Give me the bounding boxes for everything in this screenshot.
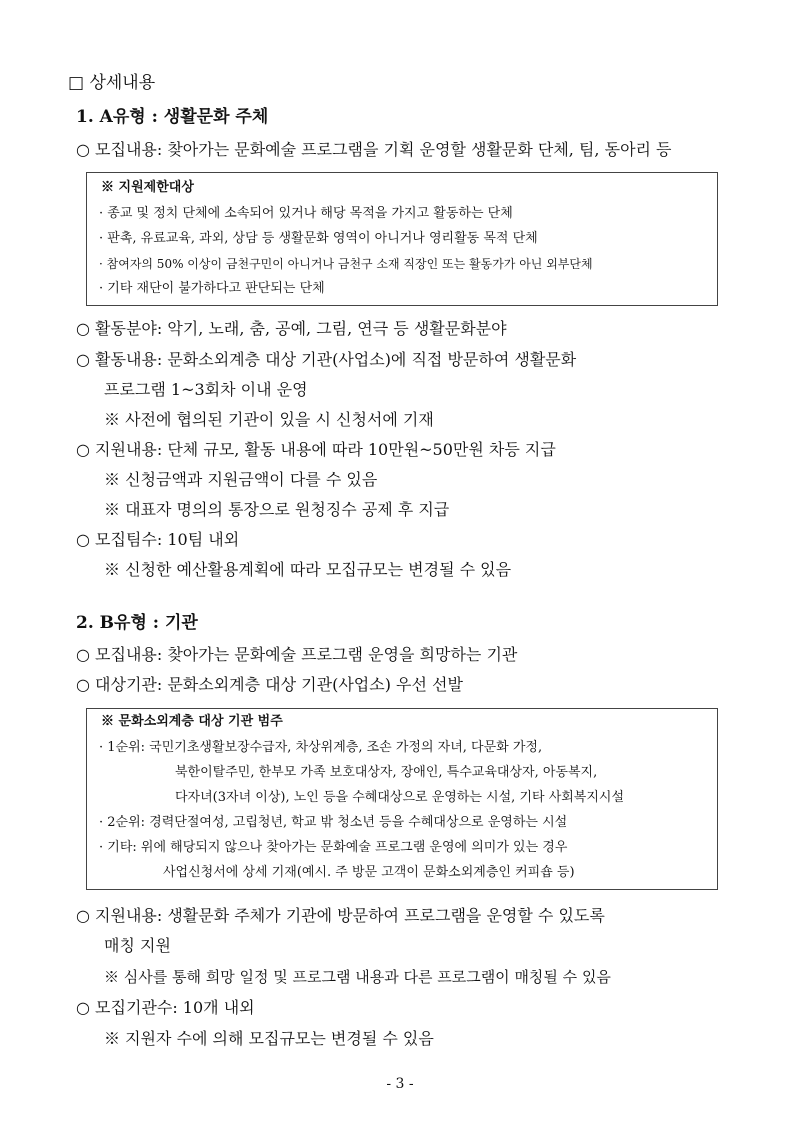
page-number: - 3 - bbox=[386, 1076, 414, 1092]
type-a-support-note: ※ 대표자 명의의 통장으로 원청징수 공제 후 지급 bbox=[104, 500, 450, 519]
type-b-support-cont: 매칭 지원 bbox=[104, 936, 171, 955]
restriction-item: · 판촉, 유료교육, 과외, 상담 등 생활문화 영역이 아니거나 영리활동 목적 단체 bbox=[99, 231, 538, 246]
type-b-heading: 2. B유형 : 기관 bbox=[76, 613, 198, 633]
category-box bbox=[86, 708, 718, 890]
type-b-support: ○ 지원내용: 생활문화 주체가 기관에 방문하여 프로그램을 운영할 수 있도록 bbox=[76, 906, 605, 925]
category-line: 다자녀(3자녀 이상), 노인 등을 수혜대상으로 운영하는 시설, 기타 사회복지시설 bbox=[175, 790, 625, 805]
type-a-teams-note: ※ 신청한 예산활용계획에 따라 모집규모는 변경될 수 있음 bbox=[104, 560, 512, 579]
restriction-title: ※ 지원제한대상 bbox=[101, 180, 194, 195]
category-line: 사업신청서에 상세 기재(예시. 주 방문 고객이 문화소외계층인 커피숍 등) bbox=[163, 865, 575, 880]
type-a-activity-note: ※ 사전에 협의된 기관이 있을 시 신청서에 기재 bbox=[104, 410, 434, 429]
category-title: ※ 문화소외계층 대상 기관 범주 bbox=[101, 714, 283, 729]
type-b-count-note: ※ 지원자 수에 의해 모집규모는 변경될 수 있음 bbox=[104, 1029, 434, 1048]
type-a-recruit: ○ 모집내용: 찾아가는 문화예술 프로그램을 기획 운영할 생활문화 단체, 팀, 동아리 등 bbox=[76, 140, 672, 159]
type-b-count: ○ 모집기관수: 10개 내외 bbox=[76, 998, 255, 1017]
type-a-activity: ○ 활동내용: 문화소외계층 대상 기관(사업소)에 직접 방문하여 생활문화 bbox=[76, 350, 577, 369]
type-a-activity-cont: 프로그램 1~3회차 이내 운영 bbox=[104, 380, 308, 399]
category-line: · 1순위: 국민기초생활보장수급자, 차상위계층, 조손 가정의 자녀, 다문화 가정, bbox=[99, 740, 543, 755]
type-b-target: ○ 대상기관: 문화소외계층 대상 기관(사업소) 우선 선발 bbox=[76, 675, 463, 694]
type-b-support-note: ※ 심사를 통해 희망 일정 및 프로그램 내용과 다른 프로그램이 매칭될 수 있음 bbox=[104, 968, 611, 986]
type-a-teams: ○ 모집팀수: 10팀 내외 bbox=[76, 530, 240, 549]
type-a-heading: 1. A유형 : 생활문화 주체 bbox=[76, 107, 269, 127]
type-a-support-note: ※ 신청금액과 지원금액이 다를 수 있음 bbox=[104, 470, 378, 489]
category-line: 북한이탈주민, 한부모 가족 보호대상자, 장애인, 특수교육대상자, 아동복지, bbox=[175, 765, 598, 780]
section-title: □ 상세내용 bbox=[68, 73, 156, 93]
type-b-recruit: ○ 모집내용: 찾아가는 문화예술 프로그램 운영을 희망하는 기관 bbox=[76, 645, 518, 664]
type-a-field: ○ 활동분야: 악기, 노래, 춤, 공예, 그림, 연극 등 생활문화분야 bbox=[76, 319, 507, 338]
category-line: · 기타: 위에 해당되지 않으나 찾아가는 문화예술 프로그램 운영에 의미가 있는 경우 bbox=[99, 840, 568, 855]
restriction-item: · 종교 및 정치 단체에 소속되어 있거나 해당 목적을 가지고 활동하는 단체 bbox=[99, 206, 513, 221]
restriction-box bbox=[86, 172, 718, 306]
category-line: · 2순위: 경력단절여성, 고립청년, 학교 밖 청소년 등을 수혜대상으로 운영하는 시설 bbox=[99, 815, 568, 830]
restriction-item: · 참여자의 50% 이상이 금천구민이 아니거나 금천구 소재 직장인 또는 활동가가 아닌 외부단체 bbox=[99, 257, 593, 271]
restriction-item: · 기타 재단이 불가하다고 판단되는 단체 bbox=[99, 281, 325, 296]
type-a-support: ○ 지원내용: 단체 규모, 활동 내용에 따라 10만원~50만원 차등 지급 bbox=[76, 440, 556, 459]
